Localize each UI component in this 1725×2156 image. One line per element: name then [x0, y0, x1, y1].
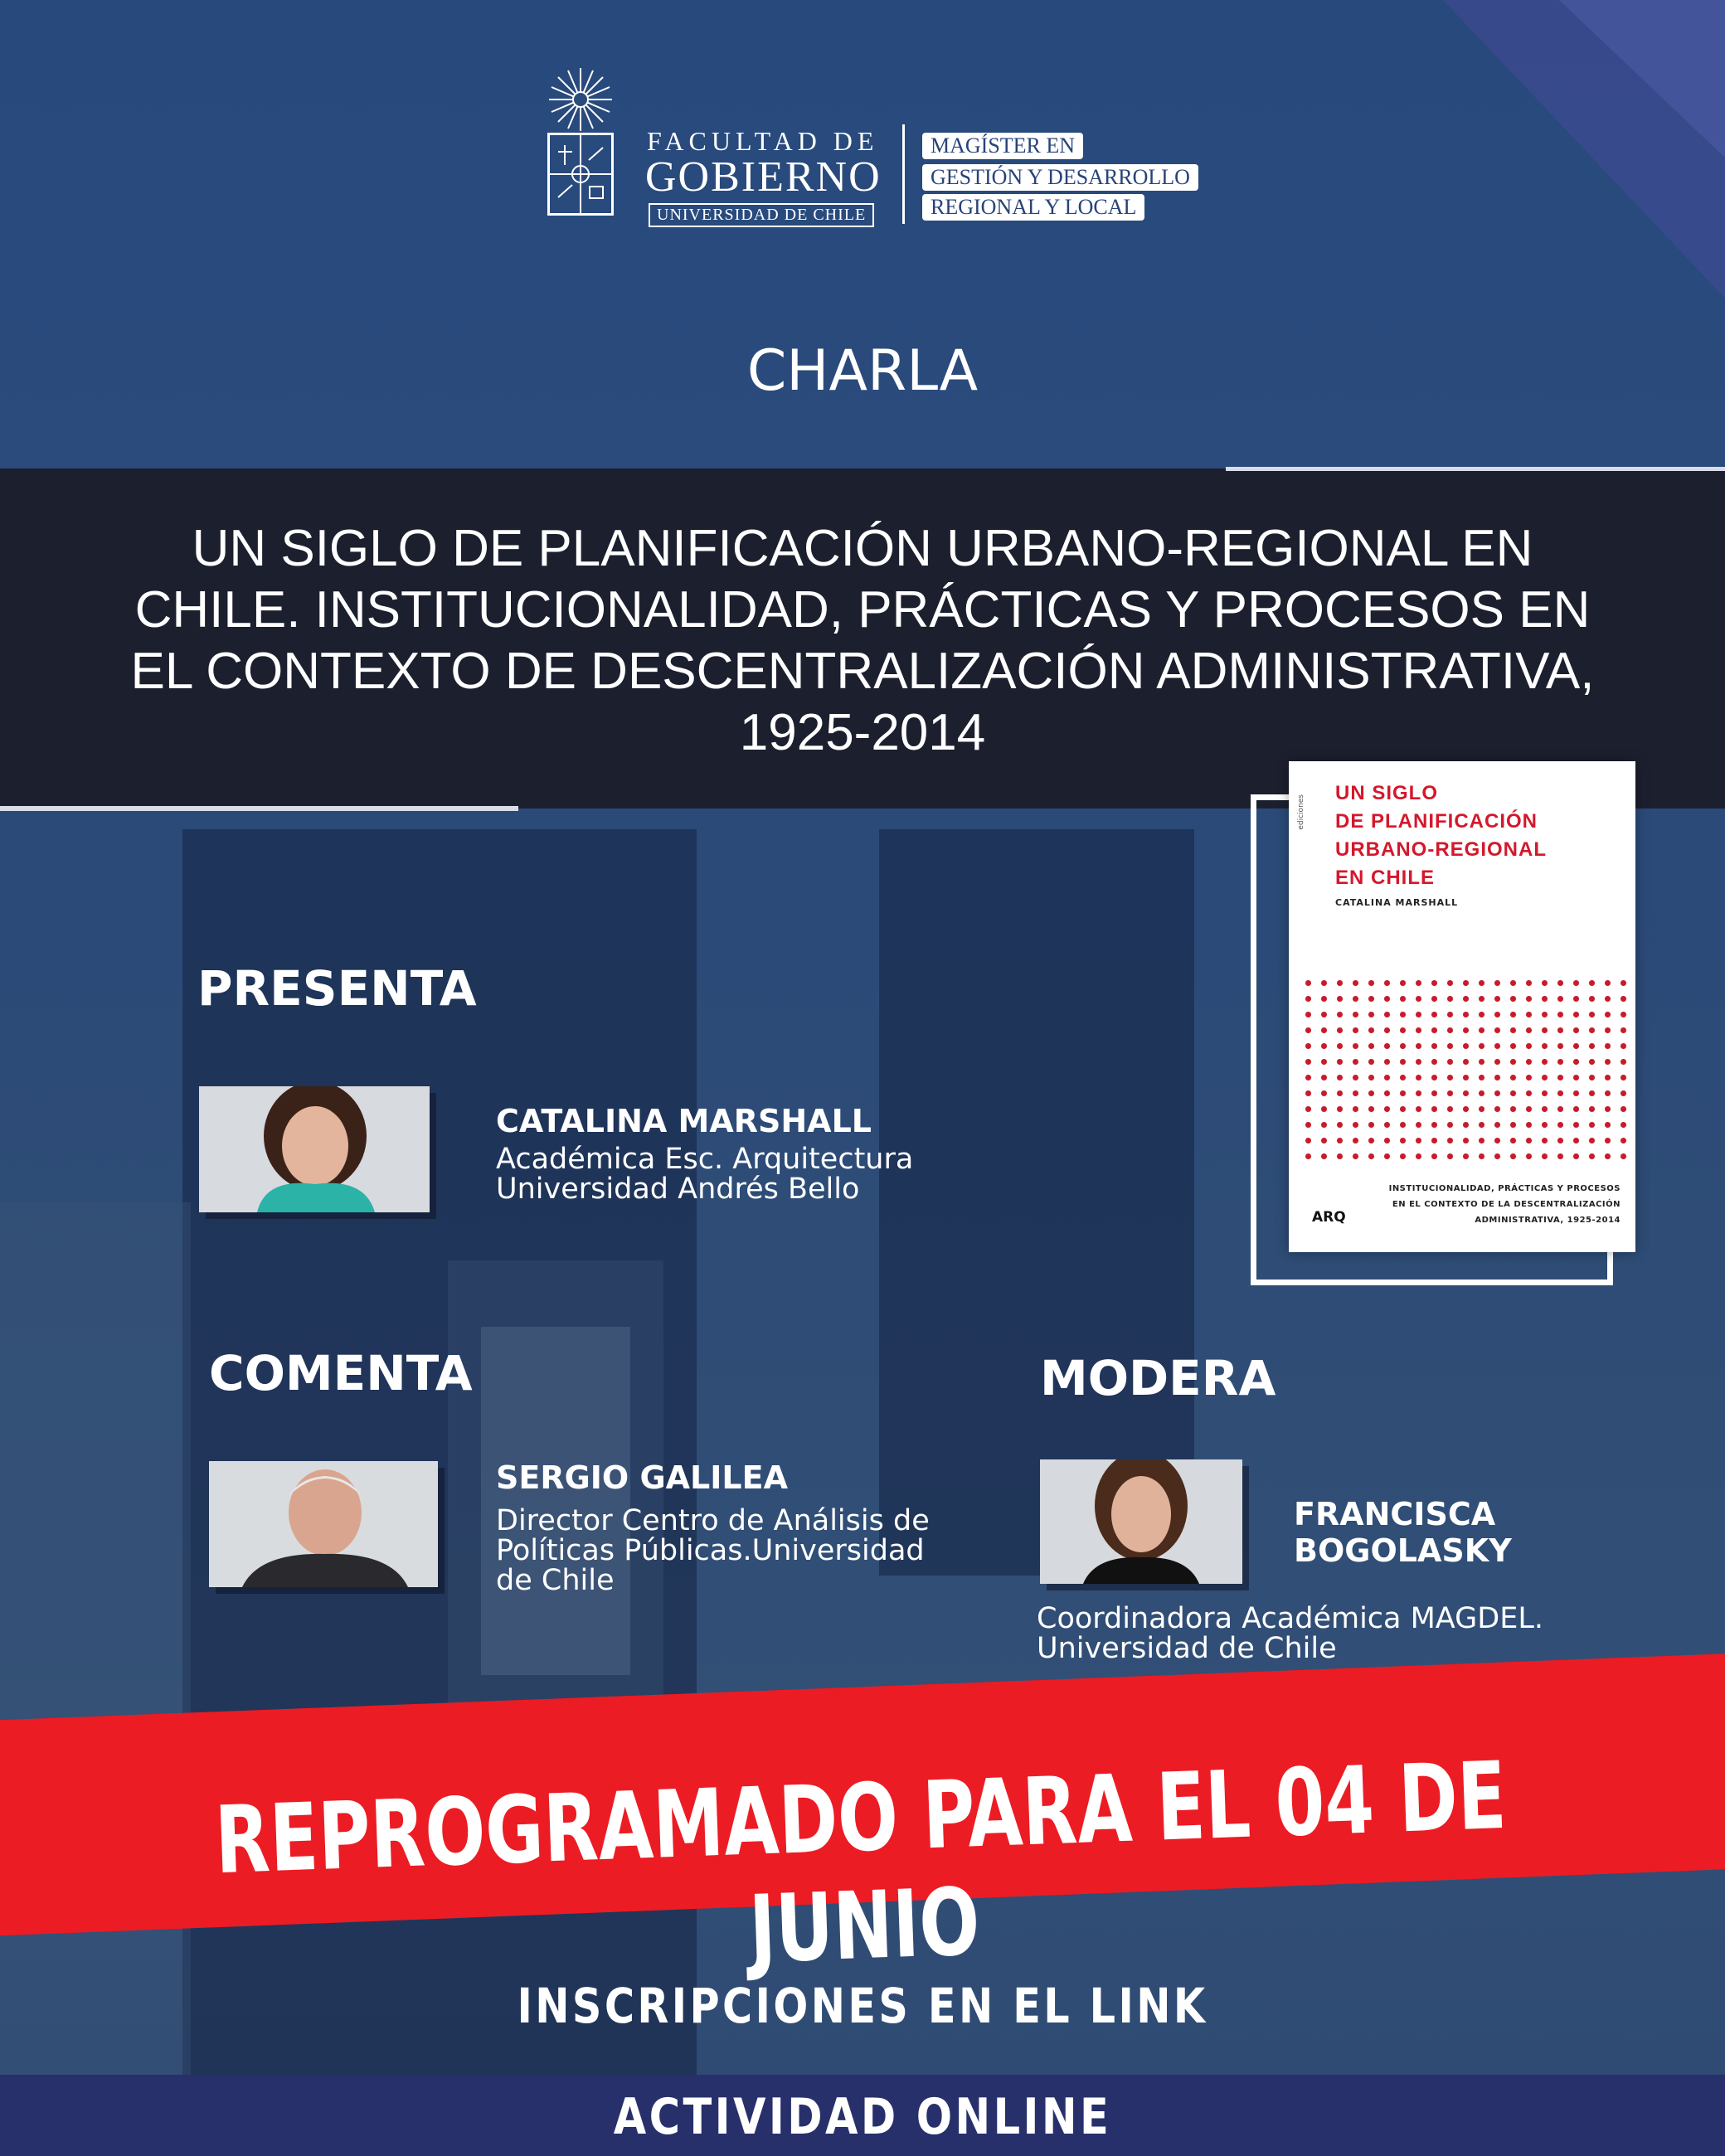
reschedule-text: REPROGRAMADO PARA EL 04 DE JUNIO	[213, 1741, 1509, 1984]
moderator-affiliation	[1037, 1604, 1543, 1663]
magister-line2: GESTIÓN Y DESARROLLO	[922, 164, 1198, 191]
magister-line3: REGIONAL Y LOCAL	[922, 194, 1144, 221]
presenter-affiliation	[496, 1144, 913, 1204]
book-author: CATALINA MARSHALL	[1335, 897, 1459, 908]
accent-line	[0, 806, 518, 811]
catalina-marshall-photo	[199, 1086, 430, 1212]
magister-line1: MAGÍSTER EN	[922, 133, 1083, 159]
book-subtitle	[1347, 1181, 1621, 1228]
presenta-label: PRESENTA	[197, 960, 477, 1017]
faculty-name-line1: FACULTAD DE	[647, 126, 879, 156]
person-photo-icon	[209, 1461, 438, 1587]
book-subtitle-line: INSTITUCIONALIDAD, PRÁCTICAS Y PROCESOS	[1388, 1184, 1621, 1193]
book-title	[1335, 779, 1547, 892]
moderator-name	[1294, 1496, 1512, 1569]
accent-line	[1226, 467, 1725, 471]
sergio-galilea-photo	[209, 1461, 438, 1587]
person-photo-icon	[199, 1086, 430, 1212]
event-type: CHARLA	[746, 338, 979, 404]
footer-text: ACTIVIDAD ONLINE	[613, 2088, 1112, 2146]
book-title-line: DE PLANIFICACIÓN	[1335, 810, 1538, 833]
presenter-name: CATALINA MARSHALL	[496, 1103, 872, 1139]
book-publisher: ARQ	[1312, 1209, 1346, 1226]
book-subtitle-line: ADMINISTRATIVA, 1925-2014	[1475, 1216, 1621, 1225]
affiliation-line: Universidad Andrés Bello	[496, 1173, 860, 1206]
comenta-label: COMENTA	[209, 1345, 473, 1401]
commenter-name: SERGIO GALILEA	[496, 1459, 788, 1496]
affiliation-line: Políticas Públicas.Universidad	[496, 1534, 925, 1567]
building-windows	[481, 1327, 630, 1675]
book-cover	[1289, 761, 1635, 1252]
book-title-line: UN SIGLO	[1335, 782, 1439, 804]
affiliation-line: de Chile	[496, 1564, 615, 1597]
book-title-line: URBANO-REGIONAL	[1335, 838, 1547, 861]
moderator-name-line: FRANCISCA	[1294, 1496, 1496, 1532]
star-icon	[547, 66, 614, 133]
header-logos	[547, 66, 1252, 232]
affiliation-line: Académica Esc. Arquitectura	[496, 1143, 914, 1176]
affiliation-line: Coordinadora Académica MAGDEL.	[1037, 1602, 1543, 1635]
corner-triangle	[1559, 0, 1725, 158]
logo-divider	[902, 124, 905, 224]
book-spine-text: ediciones	[1297, 794, 1305, 830]
university-shield-icon	[547, 133, 614, 216]
affiliation-line: Director Centro de Análisis de	[496, 1504, 930, 1537]
faculty-name-line3: UNIVERSIDAD DE CHILE	[649, 203, 874, 227]
faculty-name-line2: GOBIERNO	[645, 153, 882, 201]
registration-link-text[interactable]: INSCRIPCIONES EN EL LINK	[517, 1978, 1208, 2034]
francisca-bogolasky-photo	[1040, 1459, 1242, 1584]
modera-label: MODERA	[1040, 1350, 1276, 1406]
affiliation-line: Universidad de Chile	[1037, 1632, 1337, 1665]
commenter-affiliation	[496, 1506, 930, 1595]
person-photo-icon	[1040, 1459, 1242, 1584]
book-title-line: EN CHILE	[1335, 867, 1436, 889]
moderator-name-line: BOGOLASKY	[1294, 1532, 1512, 1569]
book-subtitle-line: EN EL CONTEXTO DE LA DESCENTRALIZACIÓN	[1392, 1200, 1621, 1209]
event-title: UN SIGLO DE PLANIFICACIÓN URBANO-REGIONAL EN CHILE. INSTITUCIONALIDAD, PRÁCTICAS Y PROCESOS EN EL CONTEXTO DE DESCENTRALIZACIÓN ADMINISTRATIVA, 1925-2014	[130, 520, 1595, 761]
book-dot-pattern	[1300, 975, 1627, 1166]
